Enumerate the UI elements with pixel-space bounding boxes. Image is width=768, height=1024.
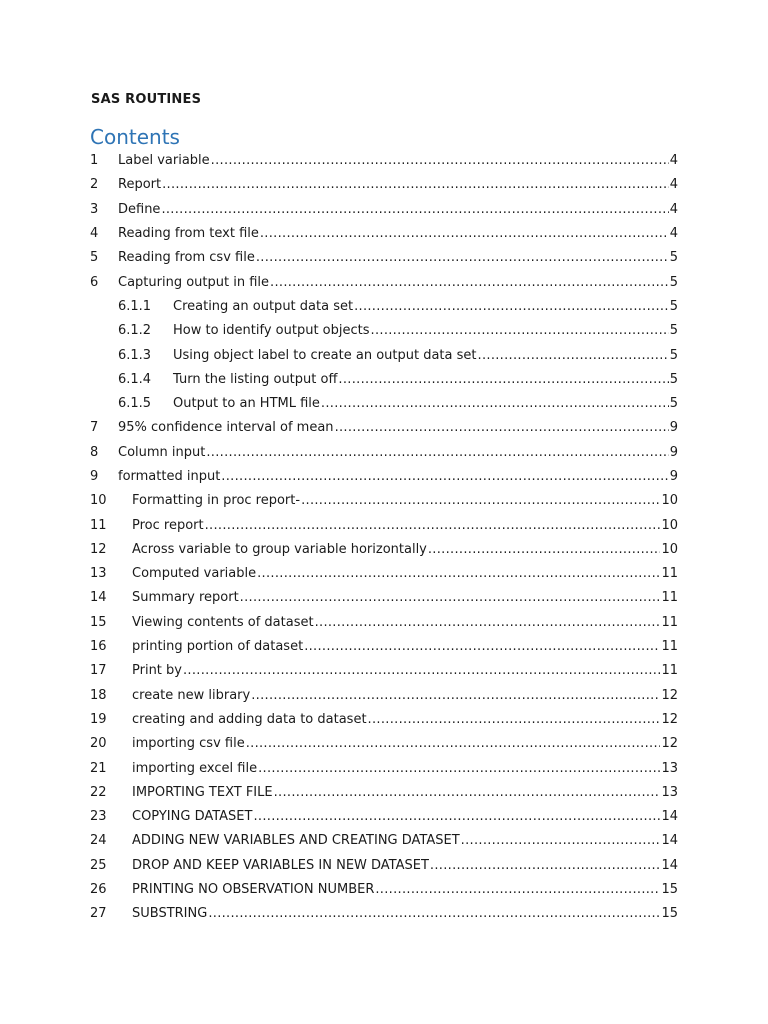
toc-entry-page-number[interactable]: 11 xyxy=(661,639,678,655)
toc-dot-leader xyxy=(371,323,669,339)
toc-entry-page-number[interactable]: 5 xyxy=(669,298,678,314)
toc-entry-page-number[interactable]: 12 xyxy=(661,736,678,752)
document-title: SAS ROUTINES xyxy=(91,92,202,107)
toc-entry[interactable] xyxy=(90,441,678,465)
toc-entry[interactable] xyxy=(90,829,678,853)
toc-entry-page-number[interactable]: 4 xyxy=(669,177,678,193)
toc-entry-title[interactable]: Computed variable xyxy=(132,566,257,582)
toc-entry-page-number[interactable]: 15 xyxy=(661,882,678,898)
toc-entry-page-number[interactable]: 5 xyxy=(669,347,678,363)
toc-entry-title[interactable]: Label variable xyxy=(118,153,210,169)
toc-entry-page-number[interactable]: 10 xyxy=(661,541,678,557)
toc-entry[interactable] xyxy=(90,489,678,513)
toc-entry-title[interactable]: COPYING DATASET xyxy=(132,809,253,825)
toc-entry-page-number[interactable]: 14 xyxy=(661,833,678,849)
toc-entry-number: 12 xyxy=(90,541,107,557)
toc-entry-number: 11 xyxy=(90,517,107,533)
toc-entry[interactable] xyxy=(90,295,678,319)
toc-dot-leader xyxy=(428,542,661,558)
toc-entry-number: 6 xyxy=(90,274,99,290)
toc-entry-title[interactable]: Reading from text file xyxy=(118,226,259,242)
toc-dot-leader xyxy=(368,712,661,728)
toc-entry[interactable] xyxy=(90,611,678,635)
toc-dot-leader xyxy=(270,275,669,291)
toc-entry-number: 9 xyxy=(90,469,99,484)
toc-dot-leader xyxy=(321,396,669,412)
toc-dot-leader xyxy=(251,688,660,704)
toc-dot-leader xyxy=(335,420,669,436)
toc-entry-number: 6.1.1 xyxy=(118,298,152,314)
toc-entry-number: 26 xyxy=(90,882,107,898)
toc-entry-page-number[interactable]: 13 xyxy=(661,784,678,800)
toc-entry[interactable] xyxy=(90,756,678,780)
toc-entry-number: 1 xyxy=(90,153,99,169)
toc-entry[interactable] xyxy=(90,562,678,586)
toc-entry-title[interactable]: IMPORTING TEXT FILE xyxy=(132,784,273,800)
toc-entry-number: 25 xyxy=(90,857,107,873)
toc-entry[interactable] xyxy=(90,878,678,902)
toc-dot-leader xyxy=(211,153,669,169)
toc-entry-number: 20 xyxy=(90,736,107,752)
toc-dot-leader xyxy=(461,833,661,849)
toc-entry[interactable] xyxy=(90,708,678,732)
toc-dot-leader xyxy=(162,177,669,193)
toc-entry[interactable] xyxy=(90,173,678,197)
toc-entry-title[interactable]: Creating an output data set xyxy=(173,298,354,314)
toc-entry-title[interactable]: Column input xyxy=(118,444,206,460)
toc-dot-leader xyxy=(315,615,661,631)
toc-entry-page-number[interactable]: 4 xyxy=(669,201,678,217)
toc-entry[interactable] xyxy=(90,854,678,878)
toc-entry-page-number[interactable]: 13 xyxy=(661,760,678,776)
toc-entry-number: 8 xyxy=(90,444,99,460)
toc-dot-leader xyxy=(206,445,668,461)
toc-entry-title[interactable]: Across variable to group variable horizontally xyxy=(132,541,427,557)
toc-entry-title[interactable]: Output to an HTML file xyxy=(173,396,320,412)
toc-entry[interactable] xyxy=(90,902,678,926)
toc-entry-number: 7 xyxy=(90,420,99,436)
table-of-contents xyxy=(90,149,678,927)
toc-entry-title[interactable]: Proc report xyxy=(132,517,204,533)
toc-entry-title[interactable]: printing portion of dataset xyxy=(132,639,304,655)
toc-entry[interactable] xyxy=(90,368,678,392)
toc-entry-title[interactable]: Define xyxy=(118,201,161,217)
toc-entry-number: 19 xyxy=(90,711,107,727)
toc-entry-page-number[interactable]: 10 xyxy=(661,517,678,533)
toc-dot-leader xyxy=(161,202,668,218)
toc-entry-page-number[interactable]: 9 xyxy=(669,469,678,484)
toc-entry-number: 4 xyxy=(90,226,99,242)
toc-entry-number: 10 xyxy=(90,493,107,509)
toc-entry-title[interactable]: create new library xyxy=(132,687,251,703)
toc-entry-page-number[interactable]: 14 xyxy=(661,809,678,825)
toc-dot-leader xyxy=(253,809,660,825)
toc-entry[interactable] xyxy=(90,319,678,343)
toc-entry-title[interactable]: Report xyxy=(118,177,162,193)
toc-entry-page-number[interactable]: 4 xyxy=(669,226,678,242)
toc-entry[interactable] xyxy=(90,270,678,294)
toc-dot-leader xyxy=(205,518,661,534)
toc-dot-leader xyxy=(301,493,660,509)
toc-entry-page-number[interactable]: 15 xyxy=(661,906,678,922)
toc-dot-leader xyxy=(246,736,661,752)
toc-entry[interactable] xyxy=(90,222,678,246)
toc-entry-title[interactable]: How to identify output objects xyxy=(173,323,370,339)
toc-entry[interactable] xyxy=(90,659,678,683)
toc-entry-title[interactable]: DROP AND KEEP VARIABLES IN NEW DATASET xyxy=(132,857,429,873)
toc-dot-leader xyxy=(183,663,660,679)
toc-entry-number: 18 xyxy=(90,687,107,703)
toc-entry-number: 23 xyxy=(90,809,107,825)
toc-entry[interactable] xyxy=(90,635,678,659)
toc-entry-title[interactable]: importing csv file xyxy=(132,736,245,752)
toc-entry-number: 16 xyxy=(90,639,107,655)
toc-entry[interactable] xyxy=(90,198,678,222)
toc-dot-leader xyxy=(478,348,669,364)
toc-entry-page-number[interactable]: 5 xyxy=(669,250,678,266)
toc-entry-title[interactable]: 95% confidence interval of mean xyxy=(118,420,334,436)
toc-entry-number: 22 xyxy=(90,784,107,800)
toc-entry-number: 15 xyxy=(90,614,107,630)
toc-entry-title[interactable]: creating and adding data to dataset xyxy=(132,711,367,727)
toc-entry-title[interactable]: Reading from csv file xyxy=(118,250,255,266)
contents-heading: Contents xyxy=(90,125,180,149)
toc-entry-page-number[interactable]: 11 xyxy=(661,590,678,606)
toc-entry[interactable] xyxy=(90,538,678,562)
toc-dot-leader xyxy=(430,858,661,874)
toc-dot-leader xyxy=(304,639,660,655)
toc-dot-leader xyxy=(257,566,660,582)
toc-entry[interactable] xyxy=(90,781,678,805)
toc-entry-number: 6.1.3 xyxy=(118,347,152,363)
toc-entry-number: 6.1.4 xyxy=(118,371,152,387)
toc-entry-number: 5 xyxy=(90,250,99,266)
toc-entry-page-number[interactable]: 12 xyxy=(661,687,678,703)
toc-entry-title[interactable]: Using object label to create an output data set xyxy=(173,347,477,363)
toc-entry-number: 14 xyxy=(90,590,107,606)
toc-entry-number: 6.1.5 xyxy=(118,396,152,412)
toc-entry-page-number[interactable]: 4 xyxy=(669,153,678,169)
toc-entry[interactable] xyxy=(90,465,678,489)
toc-entry-number: 6.1.2 xyxy=(118,323,152,339)
toc-entry-page-number[interactable]: 11 xyxy=(661,663,678,679)
toc-entry-number: 27 xyxy=(90,906,107,922)
toc-entry-page-number[interactable]: 5 xyxy=(669,371,678,387)
toc-entry-page-number[interactable]: 10 xyxy=(661,493,678,509)
toc-dot-leader xyxy=(260,226,669,242)
toc-entry[interactable] xyxy=(90,732,678,756)
toc-entry-title[interactable]: Formatting in proc report- xyxy=(132,493,301,509)
toc-entry-title[interactable]: formatted input xyxy=(118,469,221,484)
toc-entry-page-number[interactable]: 5 xyxy=(669,396,678,412)
toc-dot-leader xyxy=(354,299,669,315)
toc-entry[interactable] xyxy=(90,513,678,537)
toc-entry-title[interactable]: PRINTING NO OBSERVATION NUMBER xyxy=(132,882,375,898)
toc-entry-number: 13 xyxy=(90,566,107,582)
toc-entry-number: 21 xyxy=(90,760,107,776)
toc-entry-title[interactable]: ADDING NEW VARIABLES AND CREATING DATASET xyxy=(132,833,460,849)
toc-dot-leader xyxy=(338,372,668,388)
toc-entry-title[interactable]: Summary report xyxy=(132,590,239,606)
toc-entry-title[interactable]: Turn the listing output off xyxy=(173,371,338,387)
toc-dot-leader xyxy=(274,785,661,801)
toc-dot-leader xyxy=(208,906,660,922)
toc-entry[interactable] xyxy=(90,586,678,610)
toc-entry-page-number[interactable]: 14 xyxy=(661,857,678,873)
toc-entry[interactable] xyxy=(90,684,678,708)
toc-entry-page-number[interactable]: 11 xyxy=(661,566,678,582)
toc-entry[interactable] xyxy=(90,392,678,416)
toc-entry[interactable] xyxy=(90,343,678,367)
toc-dot-leader xyxy=(256,250,669,266)
toc-entry-number: 3 xyxy=(90,201,99,217)
toc-entry-title[interactable]: Capturing output in file xyxy=(118,274,270,290)
toc-entry-page-number[interactable]: 9 xyxy=(669,420,678,436)
toc-entry-title[interactable]: Viewing contents of dataset xyxy=(132,614,314,630)
toc-entry[interactable] xyxy=(90,246,678,270)
toc-dot-leader xyxy=(258,761,660,777)
toc-entry-page-number[interactable]: 9 xyxy=(669,444,678,460)
toc-entry-page-number[interactable]: 5 xyxy=(669,274,678,290)
toc-entry-title[interactable]: SUBSTRING xyxy=(132,906,208,922)
toc-entry-page-number[interactable]: 11 xyxy=(661,614,678,630)
toc-entry-title[interactable]: Print by xyxy=(132,663,182,679)
toc-entry-number: 24 xyxy=(90,833,107,849)
toc-entry[interactable] xyxy=(90,805,678,829)
toc-dot-leader xyxy=(221,469,668,485)
toc-dot-leader xyxy=(240,590,661,606)
toc-entry[interactable] xyxy=(90,416,678,440)
toc-entry[interactable] xyxy=(90,149,678,173)
toc-entry-number: 17 xyxy=(90,663,107,679)
toc-entry-number: 2 xyxy=(90,177,99,193)
toc-entry-page-number[interactable]: 12 xyxy=(661,711,678,727)
toc-entry-page-number[interactable]: 5 xyxy=(669,323,678,339)
toc-dot-leader xyxy=(375,882,660,898)
toc-entry-title[interactable]: importing excel file xyxy=(132,760,258,776)
